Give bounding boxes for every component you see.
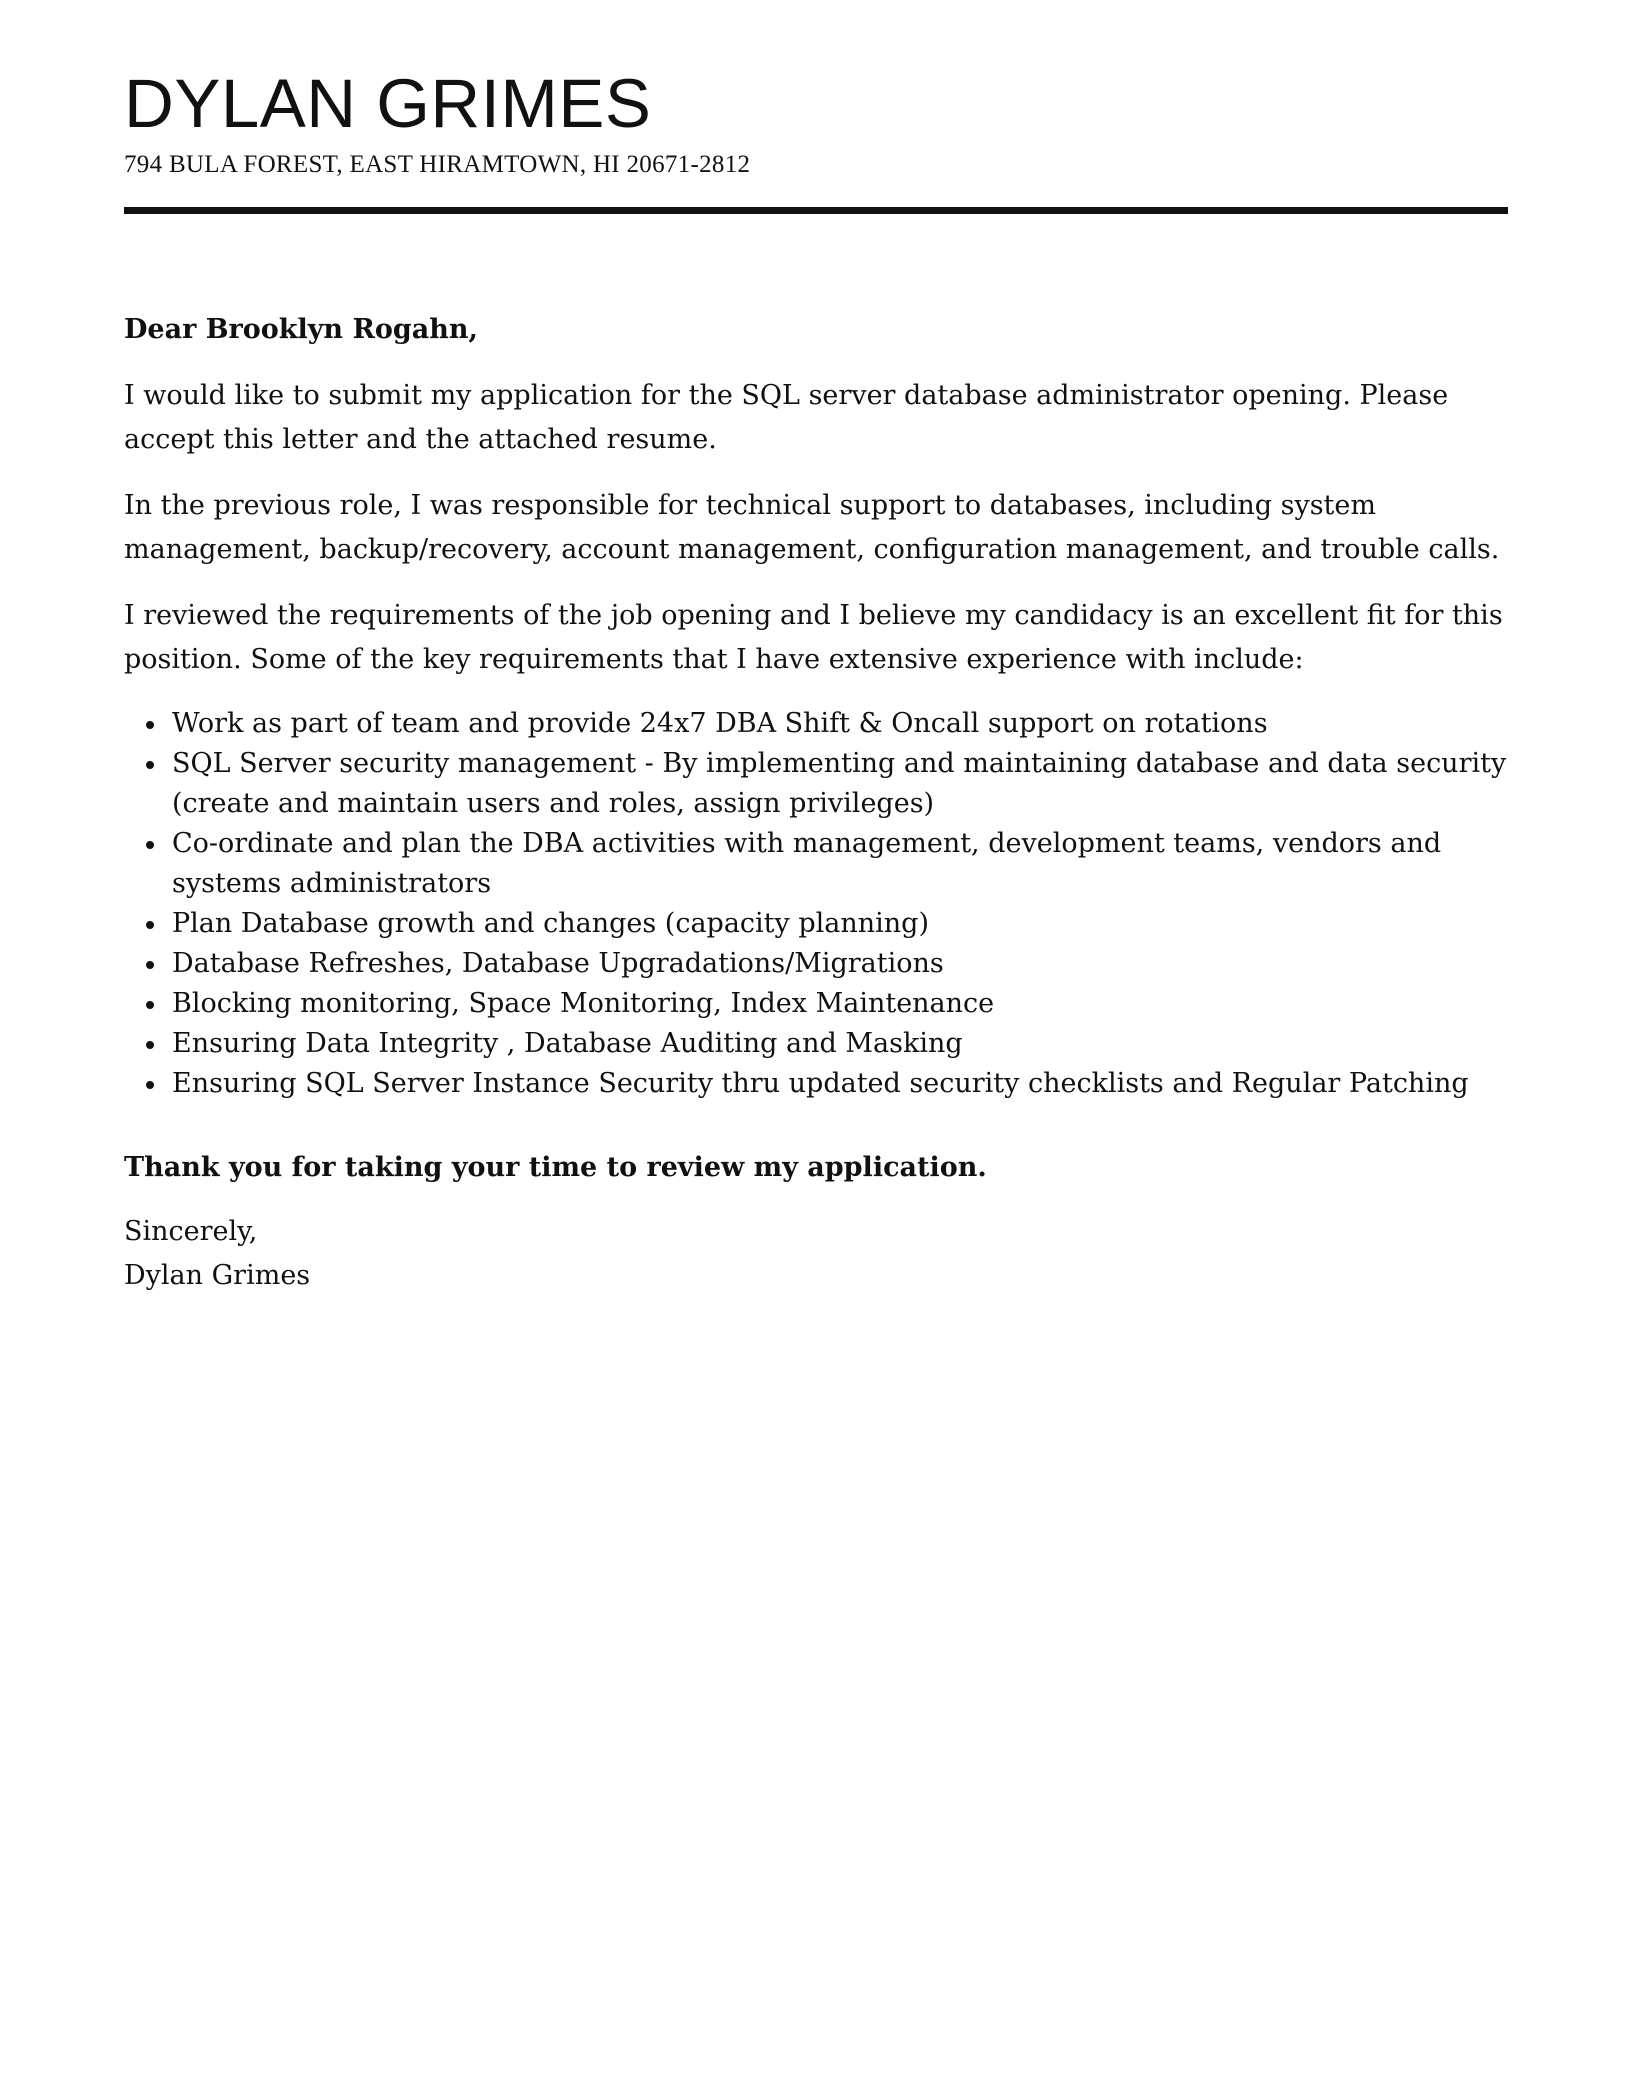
list-item	[124, 704, 1508, 744]
list-item	[124, 1064, 1508, 1104]
bullet-icon	[146, 921, 154, 929]
paragraph-requirements-intro: I reviewed the requirements of the job opening and I believe my candidacy is an excellent fit for this position. Some of the key requirements that I have extensive experience with include:	[124, 600, 1503, 675]
list-item-text: Database Refreshes, Database Upgradations/Migrations	[172, 948, 944, 979]
list-item-text: Work as part of team and provide 24x7 DBA Shift & Oncall support on rotations	[172, 708, 1268, 739]
list-item	[124, 984, 1508, 1024]
bullet-icon	[146, 1041, 154, 1049]
bullet-icon	[146, 1081, 154, 1089]
list-item-text: Plan Database growth and changes (capacity planning)	[172, 908, 930, 939]
bullet-icon	[146, 841, 154, 849]
paragraph-previous-role: In the previous role, I was responsible for technical support to databases, including system management, backup/recovery, account management, configuration management, and trouble calls.	[124, 490, 1500, 565]
list-item	[124, 744, 1508, 824]
applicant-name: DYLAN GRIMES	[124, 65, 652, 142]
cover-letter-page	[124, 64, 1508, 1298]
signature: Dylan Grimes	[124, 1260, 311, 1291]
paragraph-intro: I would like to submit my application for the SQL server database administrator opening. Please accept this letter and the attached resume.	[124, 380, 1449, 455]
bullet-icon	[146, 721, 154, 729]
bullet-icon	[146, 961, 154, 969]
requirements-list	[124, 704, 1508, 1104]
header-divider	[124, 207, 1508, 214]
list-item-text: Blocking monitoring, Space Monitoring, Index Maintenance	[172, 988, 995, 1019]
list-item-text: SQL Server security management - By implementing and maintaining database and data security (create and maintain users and roles, assign privileges)	[172, 748, 1507, 819]
applicant-address: 794 BULA FOREST, EAST HIRAMTOWN, HI 20671-2812	[124, 151, 751, 178]
letter-header	[124, 64, 1508, 214]
bullet-icon	[146, 1001, 154, 1009]
salutation: Dear Brooklyn Rogahn,	[124, 314, 478, 345]
bullet-icon	[146, 761, 154, 769]
list-item	[124, 1024, 1508, 1064]
letter-body	[124, 310, 1508, 1298]
list-item	[124, 944, 1508, 984]
list-item	[124, 904, 1508, 944]
closing: Sincerely,	[124, 1216, 258, 1247]
list-item-text: Ensuring SQL Server Instance Security thru updated security checklists and Regular Patching	[172, 1068, 1469, 1099]
list-item-text: Co-ordinate and plan the DBA activities with management, development teams, vendors and systems administrators	[172, 828, 1442, 899]
list-item-text: Ensuring Data Integrity , Database Auditing and Masking	[172, 1028, 963, 1059]
thank-you-line: Thank you for taking your time to review my application.	[124, 1152, 987, 1183]
list-item	[124, 824, 1508, 904]
